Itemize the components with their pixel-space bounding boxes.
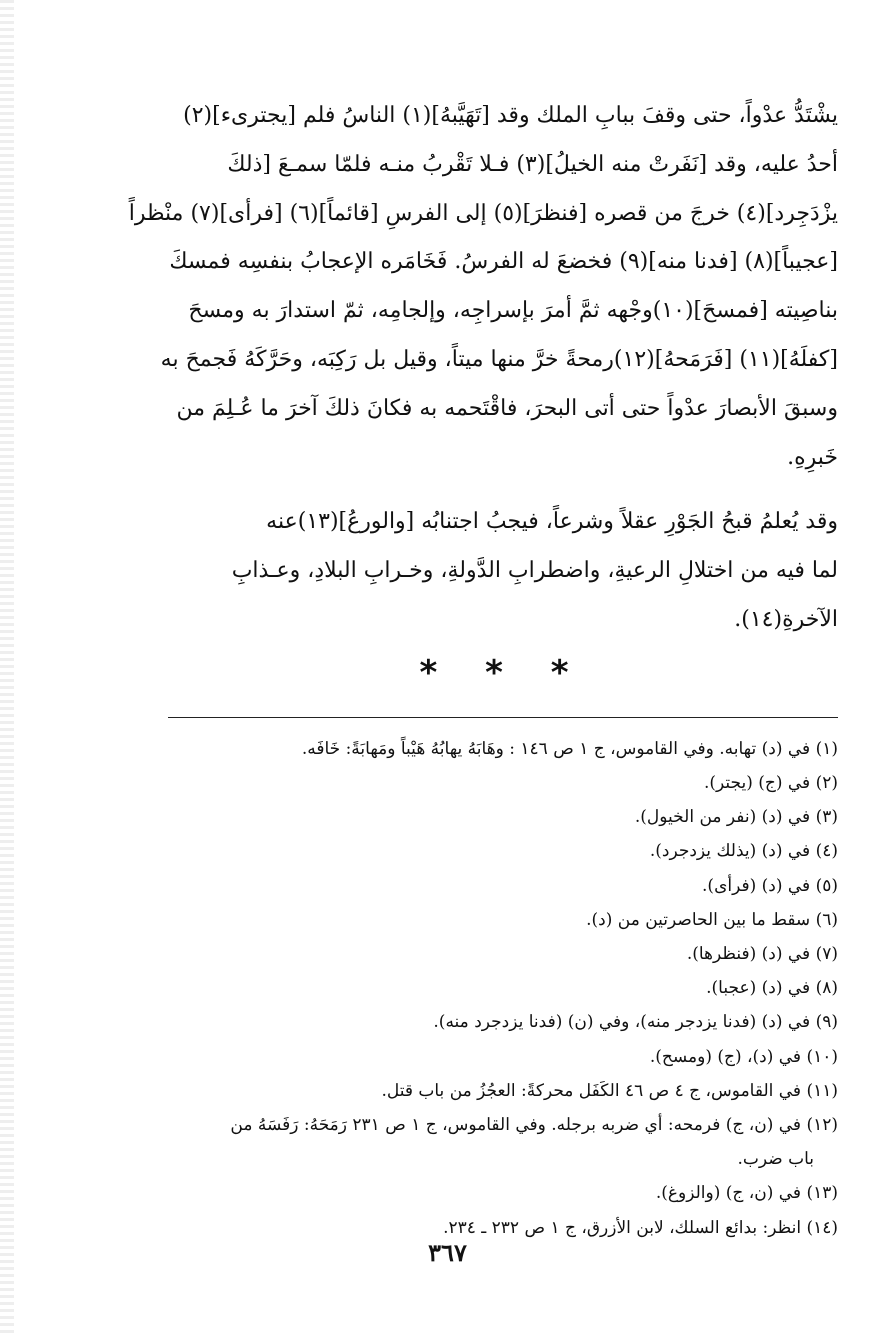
footnote-continuation: باب ضرب. xyxy=(737,1149,814,1170)
text-line: [كفلَهُ](١١) [فَرَمَحهُ](١٢)رمحةً خرَّ منها ميتاً، وقيل بل رَكِبَه، وحَرَّكَهُ فَجمحَ به xyxy=(160,346,838,372)
main-paragraph-1 xyxy=(128,92,838,482)
page-number: ٣٦٧ xyxy=(428,1238,467,1267)
text-line: أحدُ عليه، وقد [نَفَرتْ منه الخيلُ](٣) فـلا تَقْربُ منـه فلمّا سمـعَ [ذلكَ xyxy=(227,151,838,177)
text-line: الآخرةِ(١٤). xyxy=(734,606,838,632)
footnote xyxy=(168,1108,838,1176)
book-spine-edge xyxy=(0,0,14,1335)
footnotes-list xyxy=(168,732,838,1245)
text-line: لما فيه من اختلالِ الرعيةِ، واضطرابِ الدَّولةِ، وخـرابِ البلادِ، وعـذابِ xyxy=(231,558,838,584)
text-line: يزْدَجِرد](٤) خرجَ من قصره [فنظرَ](٥) إلى الفرسِ [قائماً](٦) [فرأى](٧) منْظراً xyxy=(128,200,838,226)
footnote: (١) في (د) تهابه. وفي القاموس، ج ١ ص ١٤٦ : وهَابَهُ يهابُهُ هَيْباً ومَهابَةً: خَافَه. xyxy=(301,738,838,759)
text-line: وقد يُعلمُ قبحُ الجَوْرِ عقلاً وشرعاً، فيجبُ اجتنابُه [والورعُ](١٣)عنه xyxy=(266,509,838,535)
footnote: (٩) في (د) (فدنا يزدجر منه)، وفي (ن) (فدنا يزدجرد منه). xyxy=(433,1012,838,1033)
footnote: (١١) في القاموس، ج ٤ ص ٤٦ الكَفَل محركةً: العجُزُ من باب قتل. xyxy=(381,1080,838,1101)
section-separator: * * * xyxy=(419,652,587,693)
footnote: (١٠) في (د)، (ج) (ومسح). xyxy=(649,1046,838,1067)
footnote: (٧) في (د) (فنظرها). xyxy=(686,943,838,964)
footnote: (٨) في (د) (عجبا). xyxy=(706,978,838,999)
book-page xyxy=(128,92,838,1322)
footnote: (٣) في (د) (نفر من الخيول). xyxy=(634,807,838,828)
footnote: (١٣) في (ن، ج) (والزوغ). xyxy=(655,1183,838,1204)
text-line: بناصِيته [فمسحَ](١٠)وجْهه ثمَّ أمرَ بإسراجِه، وإلجامِه، ثمّ استدارَ به ومسحَ xyxy=(188,298,838,324)
text-line: [عجيباً](٨) [فدنا منه](٩) فخضعَ له الفرسُ. فَخَامَره الإعجابُ بنفسِه فمسكَ xyxy=(169,249,838,275)
footnote: (٤) في (د) (يذلك يزدجرد). xyxy=(649,841,838,862)
footnote-line: (١٢) في (ن، ج) فرمحه: أي ضربه برجله. وفي القاموس، ج ١ ص ٢٣١ رَمَحَهُ: رَفَسَهُ من xyxy=(230,1115,838,1135)
footnote: (٢) في (ج) (يجتر). xyxy=(703,772,838,793)
footnote: (٦) سقط ما بين الحاصرتين من (د). xyxy=(586,909,838,930)
text-line: خَبرِهِ. xyxy=(787,444,838,470)
text-line: يشْتَدُّ عدْواً، حتى وقفَ ببابِ الملك وقد [تَهَيَّبهُ](١) الناسُ فلم [يجترىء](٢) xyxy=(183,103,838,128)
footnote: (٥) في (د) (فرأى). xyxy=(702,875,838,896)
footnote: (١٤) انظر: بدائع السلك، لابن الأزرق، ج ١ ص ٢٣٢ ـ ٢٣٤. xyxy=(443,1217,838,1238)
footnote-divider xyxy=(168,717,838,718)
text-line: وسبقَ الأبصارَ عدْواً حتى أتى البحرَ، فاقْتَحمه به فكانَ ذلكَ آخرَ ما عُـلِمَ من xyxy=(176,395,838,421)
main-paragraph-2 xyxy=(168,498,838,644)
